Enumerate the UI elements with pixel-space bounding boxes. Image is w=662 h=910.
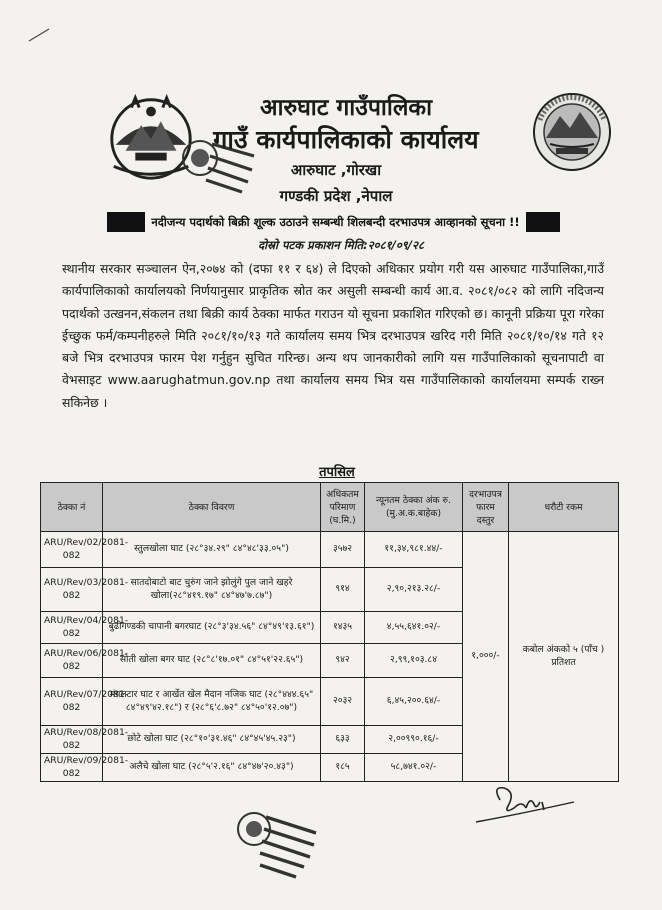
table-row: [41, 532, 619, 568]
cell-min-amount: २,००९९०.१६/-: [365, 726, 463, 754]
cell-max-quantity: ९१४: [321, 568, 365, 612]
province-name: गण्डकी प्रदेश ,नेपाल: [279, 187, 393, 205]
schedule-heading: [0, 462, 662, 480]
header-min-amount: न्यूनतम ठेक्का अंक रु. (मु.अ.क.बाहेक): [365, 483, 463, 532]
schedule-heading-text: तपसिल: [319, 465, 355, 480]
header-deposit: धरौटी रकम: [509, 483, 619, 532]
cell-max-quantity: ९४२: [321, 644, 365, 678]
cell-max-quantity: ६३३: [321, 726, 365, 754]
cell-description: सातदोबाटो बाट चुरुंग जाने झोलुंगे पुल जाने खहरे खोला(२८°४१९.१७" ८४°४७'७.८७"): [103, 568, 321, 612]
cell-contract-no: ARU/Rev/06/2081-082: [41, 644, 103, 678]
municipality-name: आरुघाट गाउँपालिका: [259, 95, 433, 121]
cell-contract-no: ARU/Rev/03/2081-082: [41, 568, 103, 612]
cell-deposit: कबोल अंकको ५ (पाँच ) प्रतिशत: [509, 532, 619, 782]
cell-contract-no: ARU/Rev/02/2081-082: [41, 532, 103, 568]
cell-contract-no: ARU/Rev/08/2081-082: [41, 726, 103, 754]
cell-min-amount: ५८,७४१.०२/-: [365, 754, 463, 782]
cell-contract-no: ARU/Rev/09/2081-082: [41, 754, 103, 782]
cell-max-quantity: १८५: [321, 754, 365, 782]
header-description: ठेक्का विवरण: [103, 483, 321, 532]
cell-description: सोती खोला बगर घाट (२८°८'१७.०१" ८४°५१'२२.६५"): [103, 644, 321, 678]
header-max-quantity: अधिकतम परिमाण (घ.मि.): [321, 483, 365, 532]
publication-date: दोस्रो पटक प्रकाशन मिति:२०८१/०९/२८: [258, 238, 424, 252]
signature-mark: [470, 778, 580, 830]
table-header-row: [41, 483, 619, 532]
office-location: आरुघाट ,गोरखा: [290, 161, 382, 179]
cell-form-fee: १,०००/-: [463, 532, 509, 782]
cell-min-amount: २,९०,२१३.२८/-: [365, 568, 463, 612]
header-form-fee: दरभाउपत्र फारम दस्तुर: [463, 483, 509, 532]
notice-body-paragraph: स्थानीय सरकार सञ्चालन ऐन,२०७४ को (दफा ११ र ६४) ले दिएको अधिकार प्रयोग गरी यस आरुघाट गाउँपालिका,गाउँ कार्यपालिकाको कार्यालयको निर्णयानुसार प्राकृतिक स्रोत कर असुली सम्बन्धी कार्य आ.व. २०८१/०८२ को लागि नदिजन्य पदार्थको उत्खनन,संकलन तथा बिक्री कार्य ठेक्का मार्फत गराउन यो सूचना प्रकाशित गरिएको छ। कानूनी प्रक्रिया पूरा गरेका ईच्छुक फर्म/कम्पनीहरुले मिति २०८१/१०/१३ गते कार्यालय समय भित्र दरभाउपत्र खरिद गरी मिति २०८१/१०/१४ गते १२ बजे भित्र दरभाउपत्र फारम पेश गर्नुहुन सुचित गरिन्छ। अन्य थप जानकारीको लागि यस गाउँपालिकाको सूचनापाटी वा वेभसाइट www.aarughatmun.gov.np तथा कार्यालय समय भित्र यस गाउँपालिकाको कार्यालयमा सम्पर्क राख्न सकिनेछ ।: [62, 261, 604, 410]
office-name: गाउँ कार्यपालिकाको कार्यालय: [213, 125, 479, 154]
cell-description: अलैचे खोला घाट (२८°५'२.१६" ८४°४७'२०.४३"): [103, 754, 321, 782]
cell-min-amount: ६,४५,२००.६४/-: [365, 678, 463, 726]
cell-description: बुढीगण्डकी चापानी बगरघाट (२८°३'३४.५६" ८४°४९'१३.६१"): [103, 612, 321, 644]
cell-min-amount: २,९९,१०३.८४: [365, 644, 463, 678]
header-contract-no: ठेक्का नं: [41, 483, 103, 532]
cell-min-amount: ११,३४,९८१.४४/-: [365, 532, 463, 568]
contract-schedule-table: [40, 482, 619, 782]
pen-stroke-mark: [28, 28, 50, 42]
office-seal-stamp-bottom: [230, 805, 320, 885]
cell-description: मंगलटार घाट र आर्खेत खेल मैदान नजिक घाट (२८°४४४.६५" ८४°४९'४२.१८") र (२८°६'८.७२" ८४°५०'१२.०७"): [103, 678, 321, 726]
notice-title: नदीजन्य पदार्थको बिक्री शूल्क उठाउने सम्बन्धी शिलबन्दी दरभाउपत्र आव्हानको सूचना !!: [145, 212, 525, 232]
cell-contract-no: ARU/Rev/04/2081-082: [41, 612, 103, 644]
cell-max-quantity: २०३२: [321, 678, 365, 726]
cell-max-quantity: ३५७२: [321, 532, 365, 568]
cell-description: स्तुलखोला घाट (२८°३४.२९" ८४°४८'३३.०५"): [103, 532, 321, 568]
cell-min-amount: ४,५५,६४१.०२/-: [365, 612, 463, 644]
notice-title-banner: [107, 212, 560, 232]
cell-max-quantity: १४३५: [321, 612, 365, 644]
cell-description: छोटे खोला घाट (२८°१०'३१.४६" ८४°४५'४५.२३"): [103, 726, 321, 754]
cell-contract-no: ARU/Rev/07/2081-082: [41, 678, 103, 726]
